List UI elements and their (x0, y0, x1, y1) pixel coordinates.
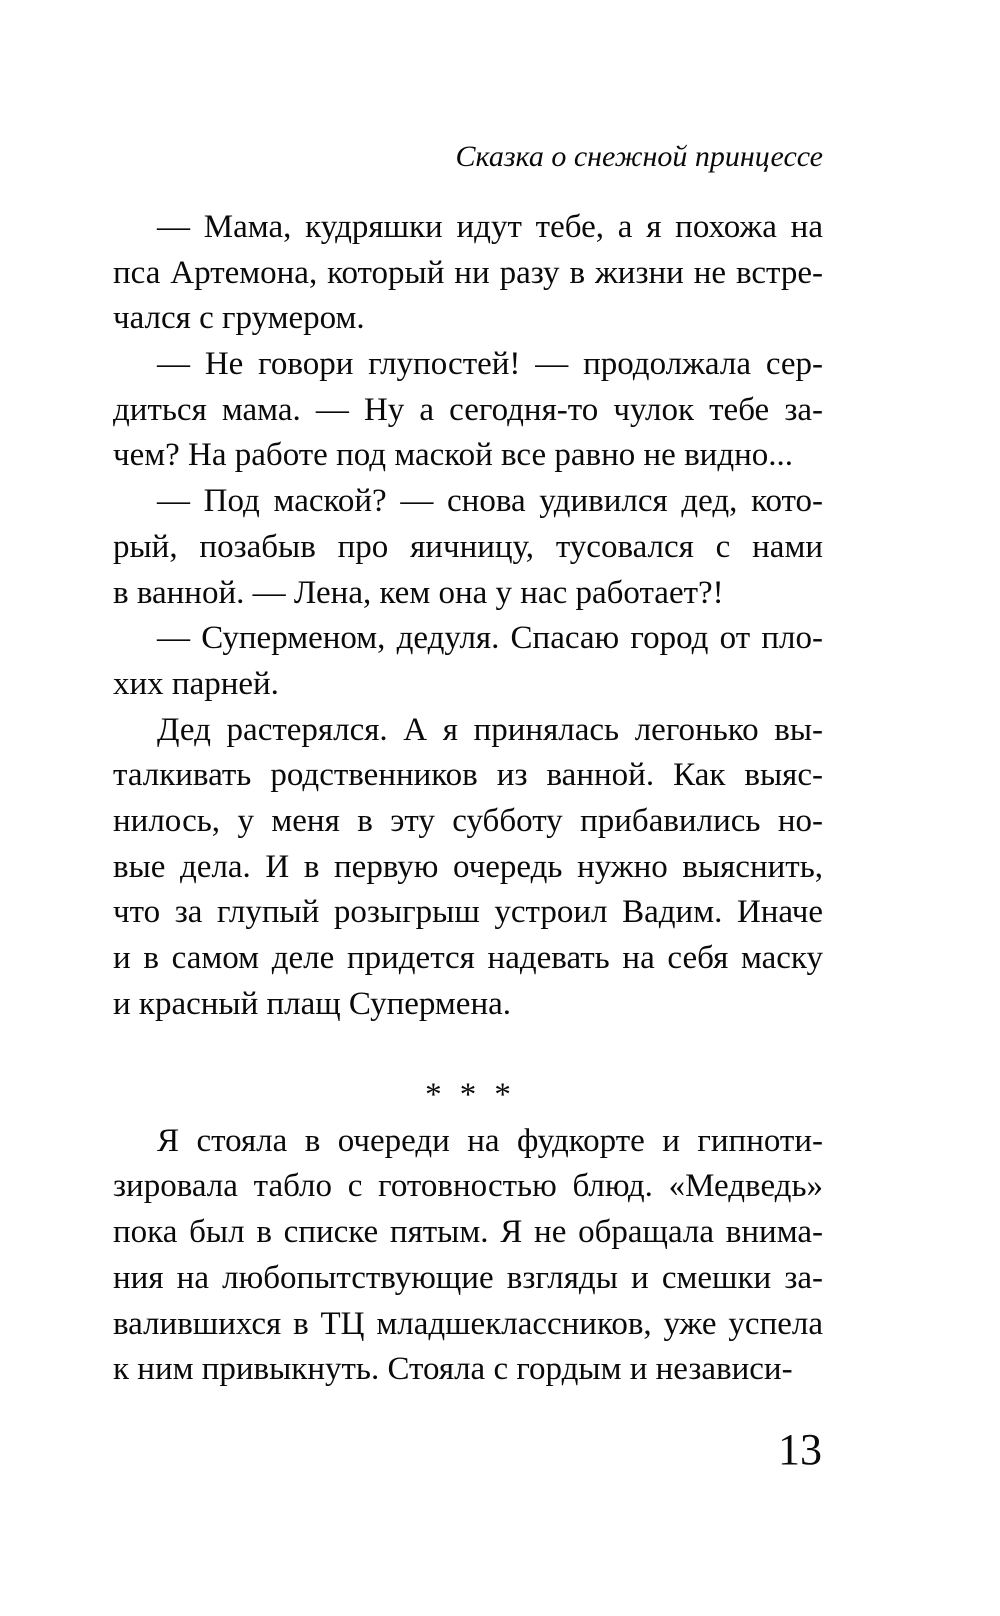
text-line: — Под маской? — снова удивился дед, кото- (157, 483, 823, 520)
text-line: нилось, у меня в эту субботу прибавились но- (113, 802, 823, 839)
text-line: хих парней. (113, 665, 279, 702)
text-line: зировала табло с готовностью блюд. «Медведь» (113, 1168, 823, 1205)
text-line: и красный плащ Супермена. (113, 985, 511, 1022)
text-line: ния на любопытствующие взгляды и смешки за- (113, 1259, 823, 1296)
text-line: талкивать родственников из ванной. Как выяс- (113, 757, 823, 794)
text-line: — Мама, кудряшки идут тебе, а я похожа на (157, 209, 823, 245)
text-line: что за глупый розыгрыш устроил Вадим. Иначе (113, 894, 823, 931)
text-line: чем? На работе под маской все равно не видно... (113, 437, 794, 474)
running-header: Сказка о снежной принцессе (455, 140, 823, 173)
text-line: рый, позабыв про яичницу, тусовался с нами (113, 528, 823, 565)
text-line: чался с грумером. (113, 300, 365, 337)
text-line: Я стояла в очереди на фудкорте и гипноти- (157, 1122, 823, 1159)
text-line: диться мама. — Ну а сегодня-то чулок тебе за- (113, 391, 823, 428)
text-line: в ванной. — Лена, кем она у нас работает?! (113, 574, 724, 611)
text-line: валившихся в ТЦ младшеклассников, уже успела (113, 1305, 823, 1342)
text-line: пса Артемона, который ни разу в жизни не встре- (113, 254, 823, 291)
text-line: — Не говори глупостей! — продолжала сер- (157, 346, 823, 383)
text-line: вые дела. И в первую очередь нужно выяснить, (113, 848, 823, 885)
text-line: к ним привыкнуть. Стояла с гордым и независи- (113, 1351, 793, 1388)
page-number: 13 (778, 1425, 822, 1474)
text-line: пока был в списке пятым. Я не обращала внима- (113, 1214, 823, 1251)
text-line: — Суперменом, дедуля. Спасаю город от пло- (157, 620, 823, 657)
text-block (113, 205, 823, 1393)
text-line: Дед растерялся. А я принялась легонько вы- (157, 711, 823, 748)
section-separator: * * * (425, 1077, 511, 1114)
text-line: и в самом деле придется надевать на себя маску (113, 940, 823, 976)
